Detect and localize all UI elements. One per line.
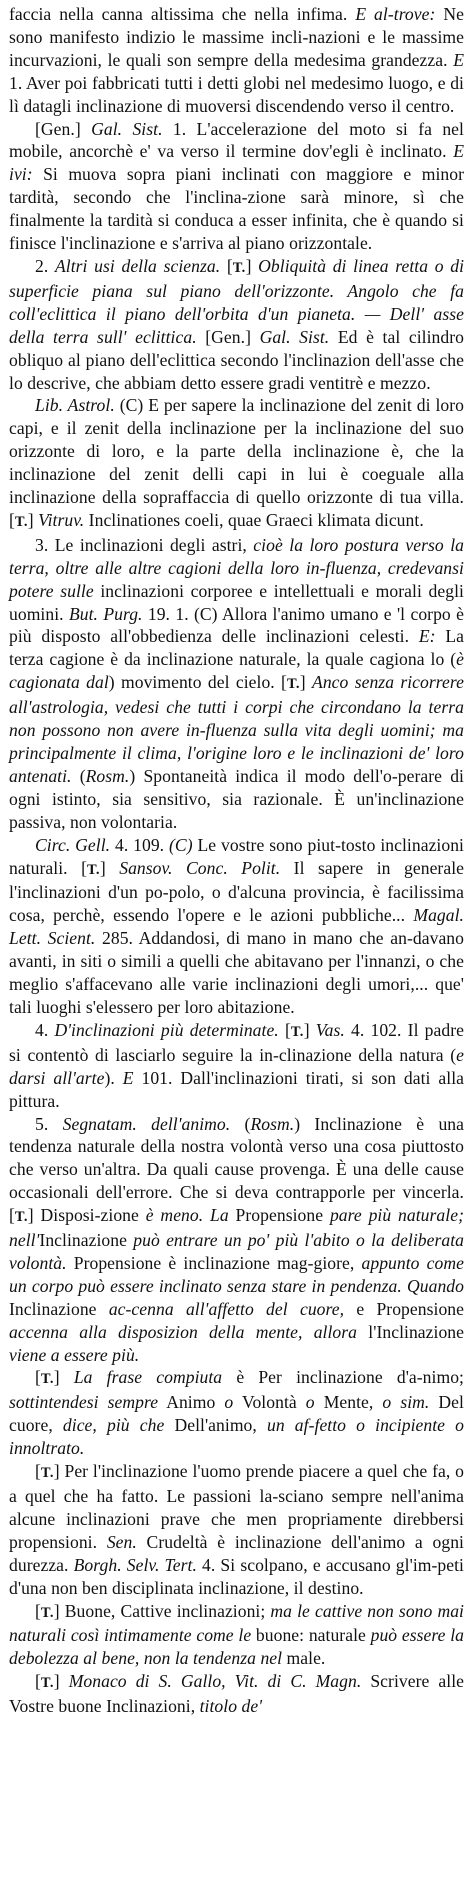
- body-text: ]: [299, 672, 313, 693]
- abbrev-tag: T.: [40, 1604, 54, 1621]
- entry-paragraph: [9, 1113, 464, 1367]
- body-text: [: [35, 1367, 41, 1388]
- body-text: Scrivere alle Vostre buone Inclinazioni,: [9, 1671, 464, 1717]
- body-text: ]: [53, 1671, 69, 1692]
- body-text: Animo: [158, 1392, 225, 1413]
- italic-text: può essere la debolezza al bene, non la tendenza nel: [9, 1625, 464, 1669]
- body-text: Dell'animo,: [164, 1415, 267, 1436]
- abbrev-tag: T.: [86, 861, 100, 878]
- body-text: Del cuore,: [9, 1392, 464, 1436]
- body-text: 19. 1. (C) Allora l'animo umano e 'l corpo è più disposto all'obbedienza delle inclinazioni celesti.: [9, 603, 464, 647]
- italic-text: (C): [169, 834, 193, 855]
- body-text: inclinazioni corporee e intellettuali e morali degli uomini.: [9, 580, 464, 624]
- italic-text: è cagionata dal: [9, 649, 464, 693]
- body-text: (C) E per sapere la inclinazione del zenit di loro capi, e il zenit della inclinazione per la inclinazione del suo orizzonte di loro, e la parte della inclinazione è, che la inclinazione del zenit delli capi in lui è coeguale alla inclinazione della sopraffaccia di quello orizzonte di tua villa. [: [9, 395, 464, 530]
- abbrev-tag: T.: [14, 513, 28, 530]
- body-text: Inclinazione: [39, 1230, 134, 1251]
- italic-text: Magal. Lett. Scient.: [9, 905, 464, 949]
- italic-text: Rosm.: [250, 1113, 295, 1134]
- italic-text: Anco senza ricorrere all'astrologia, vedesi che tutti i corpi che circondano la terra non possono non avere in-fluenza sulla vita degli uomini; ma principalmente il clima, l'origine loro e le inclinazioni de' loro antenati.: [9, 672, 464, 786]
- body-text: [: [35, 1671, 41, 1692]
- body-text: 4.: [35, 1019, 55, 1040]
- body-text: [: [35, 1461, 41, 1482]
- body-text: Il sapere in generale l'inclinazioni d'un po-polo, o d'alcuna provincia, è facilissima cosa, perchè, essendo l'opere e le azioni pubbliche...: [9, 857, 464, 926]
- italic-text: But. Purg.: [68, 603, 143, 624]
- italic-text: Borgh. Selv. Tert.: [73, 1554, 197, 1575]
- italic-text: Sen.: [106, 1531, 137, 1552]
- body-text: [: [35, 1600, 41, 1621]
- body-text: Volontà: [233, 1392, 306, 1413]
- body-text: Inclinationes coeli, quae Graeci klimata dicunt.: [84, 509, 424, 530]
- italic-text: titolo de': [199, 1696, 263, 1717]
- body-text: ]: [27, 509, 39, 530]
- italic-text: o sim.: [382, 1392, 430, 1413]
- body-text: La terza cagione è da inclinazione naturale, la quale cagiona lo (: [9, 626, 464, 670]
- italic-text: o: [224, 1392, 234, 1413]
- body-text: Inclinazione: [9, 1298, 109, 1319]
- abbrev-tag: T.: [290, 1023, 304, 1040]
- italic-text: Gal. Sist.: [259, 326, 330, 347]
- body-text: l'Inclinazione: [357, 1321, 464, 1342]
- italic-text: Lib. Astrol.: [35, 395, 115, 416]
- body-text: (: [71, 765, 86, 786]
- entry-paragraph: [9, 534, 464, 834]
- italic-text: è meno. La: [145, 1205, 229, 1226]
- body-text: Crudeltà è inclinazione dell'animo a ogni durezza.: [9, 1531, 464, 1575]
- italic-text: E: [453, 49, 464, 70]
- body-text: 2.: [35, 255, 55, 276]
- italic-text: appunto come un corpo può essere inclinato senza stare in pendenza. Quando: [9, 1252, 464, 1296]
- body-text: 3. Le inclinazioni degli astri,: [35, 534, 254, 555]
- entry-paragraph: [9, 1600, 464, 1671]
- body-text: Le vostre sono piut-tosto inclinazioni naturali. [: [9, 834, 464, 878]
- body-text: 101. Dall'inclinazioni tirati, si son dati alla pittura.: [9, 1067, 464, 1111]
- body-text: ]: [245, 255, 259, 276]
- italic-text: ma le cattive non sono mai naturali così intimamente come le: [9, 1600, 464, 1646]
- body-text: 4. 109.: [110, 834, 170, 855]
- body-text: buone: naturale: [251, 1625, 371, 1646]
- italic-text: Vas.: [315, 1019, 345, 1040]
- body-text: 5.: [35, 1113, 63, 1134]
- body-text: ]: [53, 1367, 74, 1388]
- body-text: ) Inclinazione è una tendenza naturale della nostra volontà verso una cosa piuttosto che verso un'altra. Da quali cause provenga. È una delle cause occasionali dell'errore. Che si deva contrapporle per vincerla. [: [9, 1113, 464, 1226]
- body-text: 4. 102. Il padre si contentò di lasciarlo seguire la in-clinazione della natura (: [9, 1019, 465, 1065]
- italic-text: Sansov. Conc. Polit.: [119, 857, 281, 878]
- body-text: 1. Aver poi fabbricati tutti i detti globi nel medesimo luogo, e di lì datagli inclinazione di muoversi discendendo verso il centro.: [9, 72, 464, 116]
- body-text: ) movimento del cielo. [: [108, 672, 287, 693]
- italic-text: Altri usi della scienza.: [54, 255, 221, 276]
- body-text: ]: [303, 1019, 316, 1040]
- body-text: ] Disposi-zione: [27, 1205, 146, 1226]
- italic-text: un af-fetto o incipiente o innoltrato.: [9, 1415, 464, 1459]
- body-text: 1. L'accelerazione del moto si fa nel mobile, ancorchè e' va verso il termine dov'egli è inclinato.: [9, 118, 464, 162]
- entry-paragraph: [9, 3, 464, 118]
- italic-text: E:: [418, 626, 436, 647]
- entry-paragraph: [9, 1460, 464, 1599]
- body-text: male.: [282, 1648, 326, 1669]
- entry-paragraph: [9, 1366, 464, 1460]
- italic-text: viene a essere più.: [9, 1344, 140, 1365]
- entry-paragraph: [9, 394, 464, 533]
- abbrev-tag: T.: [286, 676, 300, 693]
- entry-paragraph: [9, 1019, 464, 1113]
- abbrev-tag: T.: [40, 1371, 54, 1388]
- italic-text: Monaco di S. Gallo, Vit. di C. Magn.: [68, 1671, 362, 1692]
- body-text: [Gen.]: [196, 326, 260, 347]
- italic-text: E: [122, 1067, 134, 1088]
- italic-text: E al-trove:: [355, 4, 436, 24]
- italic-text: dice, più che: [62, 1415, 165, 1436]
- body-text: [: [278, 1019, 291, 1040]
- body-text: ] Buone, Cattive inclinazioni;: [53, 1600, 271, 1621]
- entry-paragraph: [9, 834, 464, 1019]
- italic-text: E ivi:: [9, 141, 464, 185]
- italic-text: pare più naturale; nell': [9, 1205, 464, 1251]
- abbrev-tag: T.: [40, 1675, 54, 1692]
- body-text: [Gen.]: [35, 118, 92, 139]
- body-text: Propensione è inclinazione mag-giore,: [66, 1252, 362, 1273]
- body-text: ).: [104, 1067, 123, 1088]
- body-text: 4. Si scolpano, e accusano gl'im-peti d'una non ben disciplinata inclinazione, il destino.: [9, 1554, 464, 1598]
- italic-text: accenna alla disposizion della mente, allora: [9, 1321, 358, 1342]
- body-text: e Propensione: [344, 1298, 464, 1319]
- italic-text: Gal. Sist.: [91, 118, 163, 139]
- body-text: Si muova sopra piani inclinati con maggiore e minor tardità, secondo che l'inclina-zione sarà minore, sì che finalmente la tardità si conduca a esser infinita, che è quando si finisce l'inclinazione e s'arriva al piano orizzontale.: [9, 164, 464, 254]
- body-text: Mente,: [314, 1392, 383, 1413]
- entry-paragraph: [9, 255, 464, 394]
- italic-text: Rosm.: [85, 765, 130, 786]
- body-text: 285. Addandosi, di mano in mano che an-davano avanti, in siti o simili a quelli che abitavano per l'innanzi, o che meglio s'affacevano alle varie inclinazioni degli umori,... que' tali luoghi s'elessero per loro abitazione.: [9, 928, 465, 1017]
- body-text: Propensione: [228, 1205, 330, 1226]
- abbrev-tag: T.: [232, 259, 246, 276]
- body-text: (: [230, 1113, 251, 1134]
- body-text: Ed è tal cilindro obliquo al piano dell'eclittica secondo l'inclinazion dell'asse che lo descrive, che abbiam detto essere gradi ventitrè e mezzo.: [9, 326, 464, 393]
- italic-text: ac-cenna all'affetto del cuore,: [108, 1298, 345, 1319]
- italic-text: Segnatam. dell'animo.: [62, 1113, 231, 1134]
- italic-text: Obliquità di linea retta o di superficie piana sul piano dell'orizzonte. Angolo che fa coll'eclittica il piano dell'orbita d'un pianeta. — Dell' asse della terra sull' eclittica.: [9, 255, 465, 347]
- italic-text: può entrare un po' più l'abito o la deliberata volontà.: [9, 1230, 464, 1273]
- body-text: è Per inclinazione d'a-nimo;: [222, 1367, 464, 1388]
- entry-paragraph: [9, 1670, 464, 1718]
- italic-text: Vitruv.: [38, 509, 85, 530]
- italic-text: e darsi all'arte: [9, 1044, 464, 1088]
- italic-text: sottintendesi sempre: [9, 1392, 159, 1413]
- abbrev-tag: T.: [14, 1209, 28, 1226]
- italic-text: La frase compiuta: [73, 1367, 223, 1388]
- italic-text: cioè la loro postura verso la terra, oltre alle altre cagioni della loro in-fluenza, credevansi potere sulle: [9, 534, 464, 601]
- body-text: ] Per l'inclinazione l'uomo prende piacere a quel che fa, o a quel che ha fatto. Le passioni la-sciano sempre nell'anima alcune inclinazioni prave che men propriamente direbbersi propensioni.: [9, 1461, 464, 1552]
- abbrev-tag: T.: [40, 1465, 54, 1482]
- italic-text: D'inclinazioni più determinate.: [54, 1019, 279, 1040]
- italic-text: o: [305, 1392, 315, 1413]
- italic-text: Circ. Gell.: [35, 834, 111, 855]
- body-text: faccia nella canna altissima che nella infima.: [9, 4, 356, 24]
- body-text: Ne sono manifesto indizio le massime incli-nazioni e le massime incurvazioni, le quali son sempre della medesima grandezza.: [9, 4, 464, 70]
- body-text: ) Spontaneità indica il modo dell'o-perare di ogni istinto, sia sensitivo, sia razionale. È un'inclinazione passiva, non volontaria.: [9, 765, 464, 832]
- body-text: [: [220, 255, 233, 276]
- body-text: ]: [99, 857, 120, 878]
- entry-paragraph: [9, 118, 464, 255]
